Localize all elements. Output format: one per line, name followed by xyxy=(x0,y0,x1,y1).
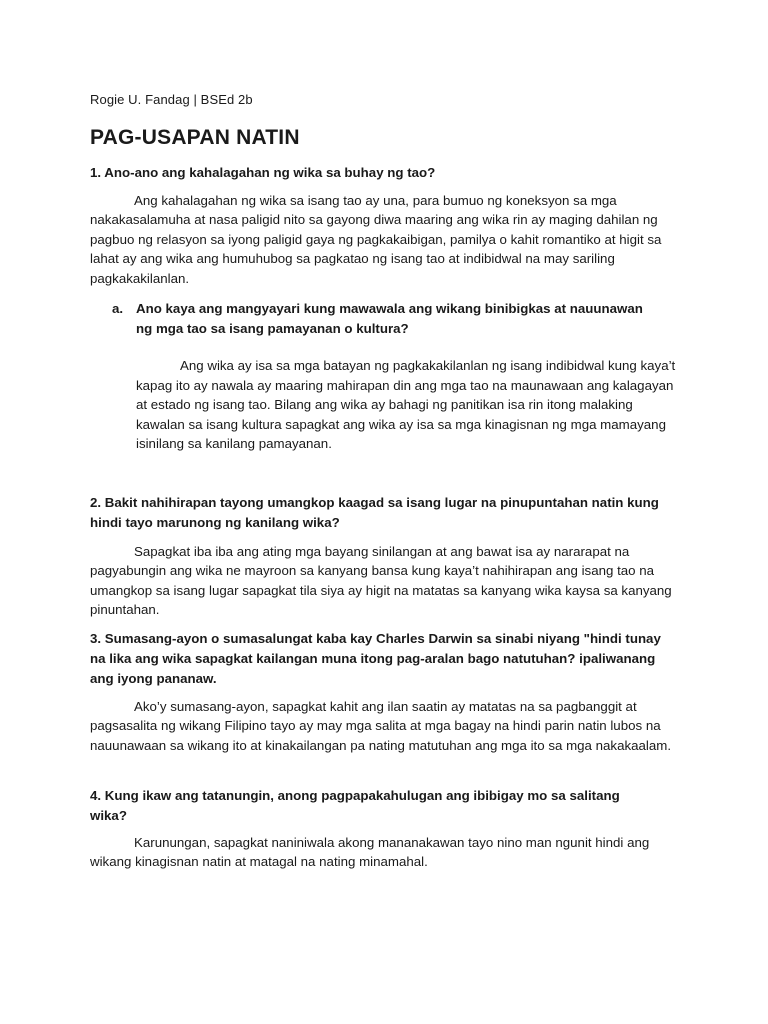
answer-2-text: Sapagkat iba iba ang ating mga bayang sinilangan at ang bawat isa ay nararapat na pagyabungin ang wika ne mayroon sa kanyang bansa kung kaya’t nahihirapan ang isang tao na umangkop sa isang lugar sapagkat tila siya ay higit na matatas sa kanyang wika kaysa sa kanyang pinuntahan. xyxy=(90,544,672,618)
answer-1 xyxy=(90,191,680,288)
answer-3 xyxy=(90,697,680,755)
question-1a-text: Ano kaya ang mangyayari kung mawawala ang wikang binibigkas at nauunawan ng mga tao sa isang pamayanan o kultura? xyxy=(136,301,643,336)
question-3: 3. Sumasang-ayon o sumasalungat kaba kay Charles Darwin sa sinabi niyang "hindi tunay na lika ang wika sapagkat kailangan muna itong pag-aralan bago natutuhan? ipaliwanang ang iyong pananaw. xyxy=(90,631,661,686)
author-line: Rogie U. Fandag | BSEd 2b xyxy=(90,92,253,107)
answer-4 xyxy=(90,833,680,872)
answer-1a-text: Ang wika ay isa sa mga batayan ng pagkakakilanlan ng isang indibidwal kung kaya’t kapag ito ay nawala ay maaring mahirapan din ang mga tao na maunawaan ang kalagayan at estado ng isang tao. Bilang ang wika ay bahagi ng panitikan isa rin itong malaking kawalan sa isang kultura sapagkat ang wika ay isa sa mga kinagisnan ng mga mamayang isinilang sa kanilang pamayanan. xyxy=(136,358,676,451)
answer-4-text: Karunungan, sapagkat naniniwala akong mananakawan tayo nino man ngunit hindi ang wikang kinagisnan natin at matagal na nating minamahal. xyxy=(90,835,650,870)
question-1a-marker: a. xyxy=(112,301,124,316)
question-1: 1. Ano-ano ang kahalagahan ng wika sa buhay ng tao? xyxy=(90,165,436,180)
question-4: 4. Kung ikaw ang tatanungin, anong pagpapakahulugan ang ibibigay mo sa salitang wika? xyxy=(90,788,620,823)
answer-3-text: Ako’y sumasang-ayon, sapagkat kahit ang ilan saatin ay matatas na sa pagbanggit at pagsasalita ng wikang Filipino tayo ay may mga salita at mga bagay na hindi parin natin lubos na nauunawaan sa wikang ito at kinakailangan pa nating matutuhan ang mga ito sa mga nakakaalam. xyxy=(90,699,672,753)
page-title: PAG-USAPAN NATIN xyxy=(90,126,300,149)
answer-1a xyxy=(136,356,684,454)
answer-2 xyxy=(90,542,680,620)
question-1a xyxy=(112,299,652,339)
question-2: 2. Bakit nahihirapan tayong umangkop kaagad sa isang lugar na pinupuntahan natin kung hindi tayo marunong ng kanilang wika? xyxy=(90,495,659,530)
answer-1-text: Ang kahalagahan ng wika sa isang tao ay una, para bumuo ng koneksyon sa mga nakakasalamuha at nasa paligid nito sa gayong diwa maaring ang wika rin ay maging dahilan ng pagbuo ng relasyon sa iyong paligid gaya ng pagkakaibigan, pamilya o kahit romantiko at higit sa lahat ay ang wika ang humuhubog sa pagkatao ng isang tao at indibidwal na may sariling pagkakakilanlan. xyxy=(90,193,662,286)
